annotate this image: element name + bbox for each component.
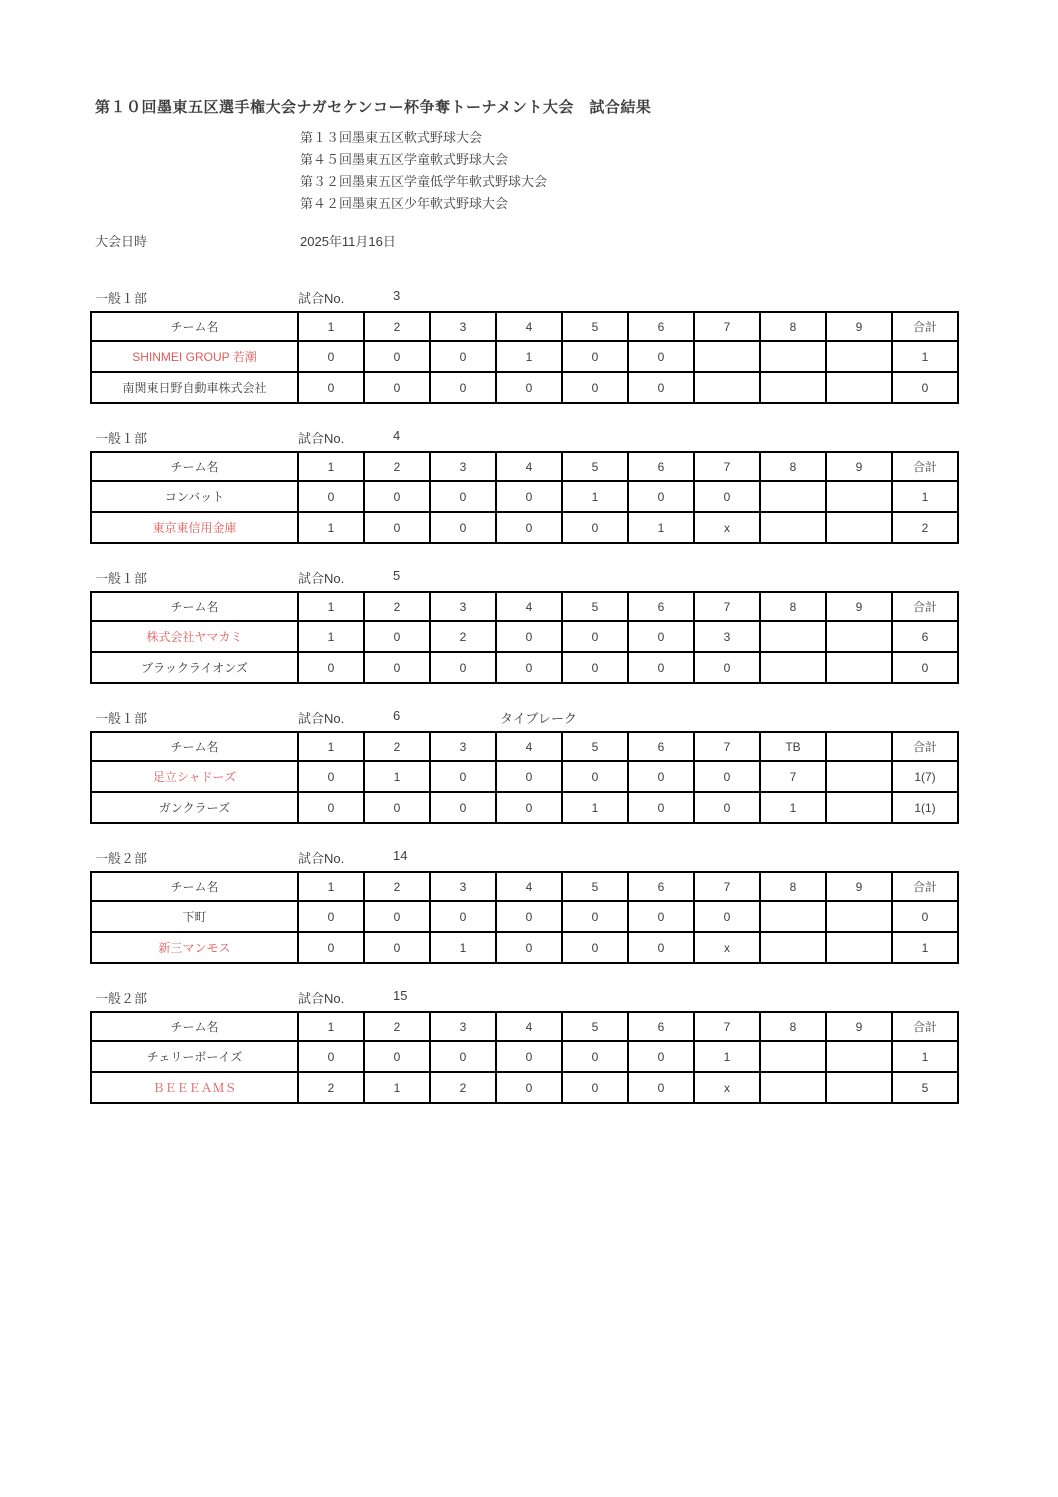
total-score-cell: 1(7) — [892, 761, 958, 792]
team-name-header-cell: チーム名 — [91, 312, 298, 341]
division-label: 一般１部 — [95, 571, 148, 586]
inning-header-cell: 1 — [298, 872, 364, 901]
inning-header-cell: 8 — [760, 872, 826, 901]
inning-score-cell: 0 — [562, 901, 628, 932]
team-name-cell: ＢＥＥＥＡＭＳ — [91, 1072, 298, 1103]
inning-score-cell: 0 — [496, 652, 562, 683]
match-no-label: 試合No. — [298, 431, 345, 446]
inning-score-cell: 1 — [562, 481, 628, 512]
inning-score-cell — [826, 481, 892, 512]
team-score-row — [91, 652, 958, 683]
page-title: 第１０回墨東五区選手権大会ナガセケンコー杯争奪トーナメント大会 試合結果 — [95, 99, 652, 116]
inning-header-cell: 2 — [364, 452, 430, 481]
total-score-cell: 1 — [892, 932, 958, 963]
inning-header-cell: 6 — [628, 732, 694, 761]
division-label: 一般２部 — [95, 991, 148, 1006]
inning-score-cell: 1 — [364, 761, 430, 792]
inning-score-cell: 0 — [496, 1072, 562, 1103]
inning-score-cell: 2 — [298, 1072, 364, 1103]
subtitle-list — [300, 127, 547, 215]
inning-header-cell: 4 — [496, 872, 562, 901]
total-score-cell: 5 — [892, 1072, 958, 1103]
inning-score-cell: 0 — [364, 481, 430, 512]
inning-score-cell: 0 — [628, 341, 694, 372]
inning-score-cell: 0 — [496, 621, 562, 652]
match-no-value: 6 — [393, 708, 401, 723]
match-no-label: 試合No. — [298, 991, 345, 1006]
division-label: 一般１部 — [95, 291, 148, 306]
team-score-row — [91, 512, 958, 543]
inning-header-cell: 5 — [562, 732, 628, 761]
match-no-value: 14 — [393, 848, 408, 863]
total-header-cell: 合計 — [892, 1012, 958, 1041]
inning-score-cell: 0 — [430, 652, 496, 683]
inning-header-cell: 5 — [562, 1012, 628, 1041]
match-no-value: 3 — [393, 288, 401, 303]
team-name-cell: ガンクラーズ — [91, 792, 298, 823]
inning-score-cell: 0 — [562, 761, 628, 792]
team-score-row — [91, 621, 958, 652]
team-name-cell: 東京東信用金庫 — [91, 512, 298, 543]
team-name-cell: SHINMEI GROUP 若潮 — [91, 341, 298, 372]
inning-score-cell: 0 — [562, 621, 628, 652]
total-score-cell: 6 — [892, 621, 958, 652]
total-header-cell: 合計 — [892, 452, 958, 481]
inning-score-cell: 1 — [298, 512, 364, 543]
inning-header-cell: 1 — [298, 732, 364, 761]
match-section — [90, 428, 970, 544]
inning-score-cell: 0 — [694, 901, 760, 932]
inning-score-cell: 0 — [562, 512, 628, 543]
team-name-cell: 下町 — [91, 901, 298, 932]
inning-score-cell — [826, 1072, 892, 1103]
inning-score-cell: 0 — [628, 652, 694, 683]
total-score-cell: 0 — [892, 372, 958, 403]
inning-header-cell: 5 — [562, 872, 628, 901]
match-section — [90, 988, 970, 1104]
section-head — [90, 428, 970, 451]
inning-header-cell: 6 — [628, 592, 694, 621]
inning-score-cell: 0 — [298, 792, 364, 823]
inning-score-cell: 0 — [364, 1041, 430, 1072]
division-label: 一般２部 — [95, 851, 148, 866]
team-name-cell: 株式会社ヤマカミ — [91, 621, 298, 652]
section-head — [90, 568, 970, 591]
inning-score-cell: 0 — [298, 341, 364, 372]
inning-header-cell: 9 — [826, 1012, 892, 1041]
total-header-cell: 合計 — [892, 592, 958, 621]
match-no-label: 試合No. — [298, 851, 345, 866]
inning-score-cell: 0 — [364, 792, 430, 823]
inning-header-cell: 1 — [298, 1012, 364, 1041]
inning-score-cell: 3 — [694, 621, 760, 652]
inning-score-cell: 0 — [496, 372, 562, 403]
inning-score-cell: 0 — [430, 792, 496, 823]
team-score-row — [91, 901, 958, 932]
inning-score-cell — [760, 341, 826, 372]
score-table — [90, 731, 959, 824]
inning-header-cell: 9 — [826, 312, 892, 341]
total-header-cell: 合計 — [892, 872, 958, 901]
inning-header-cell: 6 — [628, 872, 694, 901]
inning-score-cell: 0 — [298, 932, 364, 963]
inning-header-cell — [826, 732, 892, 761]
inning-score-cell: 1 — [694, 1041, 760, 1072]
inning-score-cell — [760, 901, 826, 932]
inning-score-cell — [826, 652, 892, 683]
team-name-cell: 新三マンモス — [91, 932, 298, 963]
inning-score-cell: 0 — [364, 652, 430, 683]
team-score-row — [91, 792, 958, 823]
team-name-cell: コンバット — [91, 481, 298, 512]
team-score-row — [91, 932, 958, 963]
inning-header-cell: 8 — [760, 1012, 826, 1041]
match-no-value: 15 — [393, 988, 408, 1003]
inning-score-cell: 7 — [760, 761, 826, 792]
total-score-cell: 1 — [892, 341, 958, 372]
table-header-row — [91, 1012, 958, 1041]
inning-score-cell: 1 — [430, 932, 496, 963]
inning-score-cell: 1 — [496, 341, 562, 372]
inning-header-cell: 7 — [694, 312, 760, 341]
inning-score-cell — [760, 1072, 826, 1103]
inning-header-cell: TB — [760, 732, 826, 761]
inning-score-cell: 0 — [430, 481, 496, 512]
table-header-row — [91, 452, 958, 481]
inning-score-cell: 0 — [496, 932, 562, 963]
inning-score-cell — [760, 481, 826, 512]
inning-score-cell: 0 — [562, 341, 628, 372]
team-name-header-cell: チーム名 — [91, 872, 298, 901]
inning-score-cell: 0 — [364, 901, 430, 932]
inning-header-cell: 4 — [496, 312, 562, 341]
inning-score-cell — [826, 372, 892, 403]
inning-score-cell — [760, 512, 826, 543]
inning-header-cell: 3 — [430, 452, 496, 481]
inning-score-cell: 0 — [364, 932, 430, 963]
inning-score-cell — [760, 372, 826, 403]
team-name-cell: ブラックライオンズ — [91, 652, 298, 683]
inning-score-cell: 0 — [628, 792, 694, 823]
inning-score-cell: 0 — [430, 1041, 496, 1072]
team-name-header-cell: チーム名 — [91, 452, 298, 481]
inning-score-cell: 0 — [298, 652, 364, 683]
inning-score-cell: 0 — [628, 372, 694, 403]
inning-header-cell: 5 — [562, 452, 628, 481]
inning-score-cell: 2 — [430, 1072, 496, 1103]
match-no-label: 試合No. — [298, 711, 345, 726]
inning-header-cell: 7 — [694, 1012, 760, 1041]
division-label: 一般１部 — [95, 711, 148, 726]
inning-score-cell: 2 — [430, 621, 496, 652]
inning-score-cell: 0 — [628, 481, 694, 512]
inning-score-cell: x — [694, 932, 760, 963]
inning-score-cell: 1 — [298, 621, 364, 652]
total-header-cell: 合計 — [892, 312, 958, 341]
inning-score-cell: 0 — [628, 761, 694, 792]
table-header-row — [91, 592, 958, 621]
inning-score-cell: 0 — [364, 372, 430, 403]
match-no-label: 試合No. — [298, 571, 345, 586]
inning-score-cell: 0 — [562, 1041, 628, 1072]
inning-score-cell: 0 — [496, 512, 562, 543]
subtitle-line: 第４５回墨東五区学童軟式野球大会 — [300, 152, 509, 167]
team-score-row — [91, 372, 958, 403]
inning-score-cell: 0 — [430, 372, 496, 403]
section-head — [90, 288, 970, 311]
inning-header-cell: 3 — [430, 1012, 496, 1041]
total-score-cell: 1 — [892, 1041, 958, 1072]
inning-score-cell: 1 — [562, 792, 628, 823]
total-score-cell: 1(1) — [892, 792, 958, 823]
inning-score-cell — [826, 621, 892, 652]
inning-score-cell — [760, 652, 826, 683]
date-value: 2025年11月16日 — [300, 234, 396, 249]
inning-header-cell: 3 — [430, 312, 496, 341]
inning-score-cell: 0 — [364, 341, 430, 372]
inning-header-cell: 3 — [430, 872, 496, 901]
inning-score-cell: 0 — [496, 792, 562, 823]
inning-score-cell: 0 — [496, 901, 562, 932]
inning-header-cell: 3 — [430, 592, 496, 621]
total-score-cell: 0 — [892, 901, 958, 932]
match-no-label: 試合No. — [298, 291, 345, 306]
inning-header-cell: 6 — [628, 452, 694, 481]
inning-header-cell: 4 — [496, 592, 562, 621]
inning-score-cell: 0 — [496, 1041, 562, 1072]
inning-score-cell: 0 — [628, 901, 694, 932]
inning-score-cell: 0 — [364, 512, 430, 543]
inning-score-cell: 0 — [628, 932, 694, 963]
inning-score-cell — [694, 372, 760, 403]
inning-header-cell: 8 — [760, 312, 826, 341]
inning-header-cell: 8 — [760, 592, 826, 621]
team-name-header-cell: チーム名 — [91, 592, 298, 621]
inning-score-cell — [826, 1041, 892, 1072]
team-score-row — [91, 481, 958, 512]
inning-header-cell: 2 — [364, 1012, 430, 1041]
inning-score-cell: 0 — [496, 481, 562, 512]
date-label: 大会日時 — [95, 234, 148, 249]
score-table — [90, 451, 959, 544]
inning-score-cell — [760, 621, 826, 652]
inning-header-cell: 5 — [562, 592, 628, 621]
match-section — [90, 568, 970, 684]
inning-score-cell: 0 — [430, 512, 496, 543]
inning-score-cell: 0 — [496, 761, 562, 792]
inning-score-cell: 0 — [298, 372, 364, 403]
division-label: 一般１部 — [95, 431, 148, 446]
table-header-row — [91, 732, 958, 761]
inning-score-cell: 1 — [628, 512, 694, 543]
inning-score-cell: 0 — [298, 481, 364, 512]
inning-score-cell: 0 — [628, 621, 694, 652]
team-name-cell: チェリーボーイズ — [91, 1041, 298, 1072]
team-name-cell: 南関東日野自動車株式会社 — [91, 372, 298, 403]
inning-header-cell: 4 — [496, 452, 562, 481]
inning-header-cell: 1 — [298, 312, 364, 341]
match-no-value: 4 — [393, 428, 401, 443]
inning-header-cell: 3 — [430, 732, 496, 761]
inning-header-cell: 5 — [562, 312, 628, 341]
total-score-cell: 2 — [892, 512, 958, 543]
match-section — [90, 708, 970, 824]
subtitle-line: 第４２回墨東五区少年軟式野球大会 — [300, 196, 509, 211]
inning-header-cell: 9 — [826, 452, 892, 481]
match-section — [90, 288, 970, 404]
inning-score-cell: x — [694, 512, 760, 543]
table-header-row — [91, 312, 958, 341]
tiebreak-note: タイブレーク — [500, 711, 577, 726]
inning-score-cell — [826, 792, 892, 823]
subtitle-line: 第３２回墨東五区学童低学年軟式野球大会 — [300, 174, 548, 189]
inning-header-cell: 7 — [694, 452, 760, 481]
inning-header-cell: 4 — [496, 1012, 562, 1041]
match-no-value: 5 — [393, 568, 401, 583]
inning-score-cell: 0 — [694, 761, 760, 792]
inning-header-cell: 7 — [694, 872, 760, 901]
inning-score-cell: 0 — [628, 1041, 694, 1072]
inning-score-cell: 0 — [694, 652, 760, 683]
team-name-header-cell: チーム名 — [91, 732, 298, 761]
section-head — [90, 708, 970, 731]
inning-score-cell: 0 — [562, 652, 628, 683]
inning-score-cell: 0 — [298, 901, 364, 932]
inning-header-cell: 4 — [496, 732, 562, 761]
table-header-row — [91, 872, 958, 901]
inning-score-cell: 0 — [430, 901, 496, 932]
inning-header-cell: 7 — [694, 592, 760, 621]
inning-score-cell: 0 — [562, 1072, 628, 1103]
score-table — [90, 871, 959, 964]
inning-header-cell: 9 — [826, 872, 892, 901]
inning-score-cell: 0 — [430, 341, 496, 372]
inning-header-cell: 7 — [694, 732, 760, 761]
team-name-cell: 足立シャドーズ — [91, 761, 298, 792]
subtitle-line: 第１３回墨東五区軟式野球大会 — [300, 130, 483, 145]
inning-score-cell: 0 — [298, 1041, 364, 1072]
inning-header-cell: 2 — [364, 312, 430, 341]
inning-score-cell: 0 — [298, 761, 364, 792]
inning-score-cell — [760, 932, 826, 963]
inning-score-cell: 0 — [364, 621, 430, 652]
score-table — [90, 311, 959, 404]
inning-header-cell: 2 — [364, 592, 430, 621]
inning-header-cell: 6 — [628, 1012, 694, 1041]
inning-score-cell: 0 — [562, 932, 628, 963]
team-score-row — [91, 341, 958, 372]
inning-score-cell: 0 — [562, 372, 628, 403]
inning-score-cell: x — [694, 1072, 760, 1103]
inning-score-cell — [826, 512, 892, 543]
inning-header-cell: 2 — [364, 732, 430, 761]
inning-score-cell: 1 — [364, 1072, 430, 1103]
total-score-cell: 1 — [892, 481, 958, 512]
inning-score-cell: 1 — [760, 792, 826, 823]
inning-header-cell: 9 — [826, 592, 892, 621]
inning-score-cell — [694, 341, 760, 372]
inning-score-cell — [826, 341, 892, 372]
inning-score-cell — [826, 761, 892, 792]
team-score-row — [91, 1072, 958, 1103]
inning-score-cell — [760, 1041, 826, 1072]
total-score-cell: 0 — [892, 652, 958, 683]
inning-score-cell — [826, 932, 892, 963]
inning-score-cell: 0 — [694, 792, 760, 823]
match-section — [90, 848, 970, 964]
inning-header-cell: 6 — [628, 312, 694, 341]
inning-header-cell: 8 — [760, 452, 826, 481]
team-score-row — [91, 761, 958, 792]
inning-score-cell: 0 — [628, 1072, 694, 1103]
team-name-header-cell: チーム名 — [91, 1012, 298, 1041]
inning-header-cell: 2 — [364, 872, 430, 901]
score-table — [90, 591, 959, 684]
section-head — [90, 848, 970, 871]
section-head — [90, 988, 970, 1011]
inning-score-cell: 0 — [694, 481, 760, 512]
total-header-cell: 合計 — [892, 732, 958, 761]
inning-score-cell — [826, 901, 892, 932]
inning-header-cell: 1 — [298, 592, 364, 621]
team-score-row — [91, 1041, 958, 1072]
score-table — [90, 1011, 959, 1104]
inning-score-cell: 0 — [430, 761, 496, 792]
inning-header-cell: 1 — [298, 452, 364, 481]
